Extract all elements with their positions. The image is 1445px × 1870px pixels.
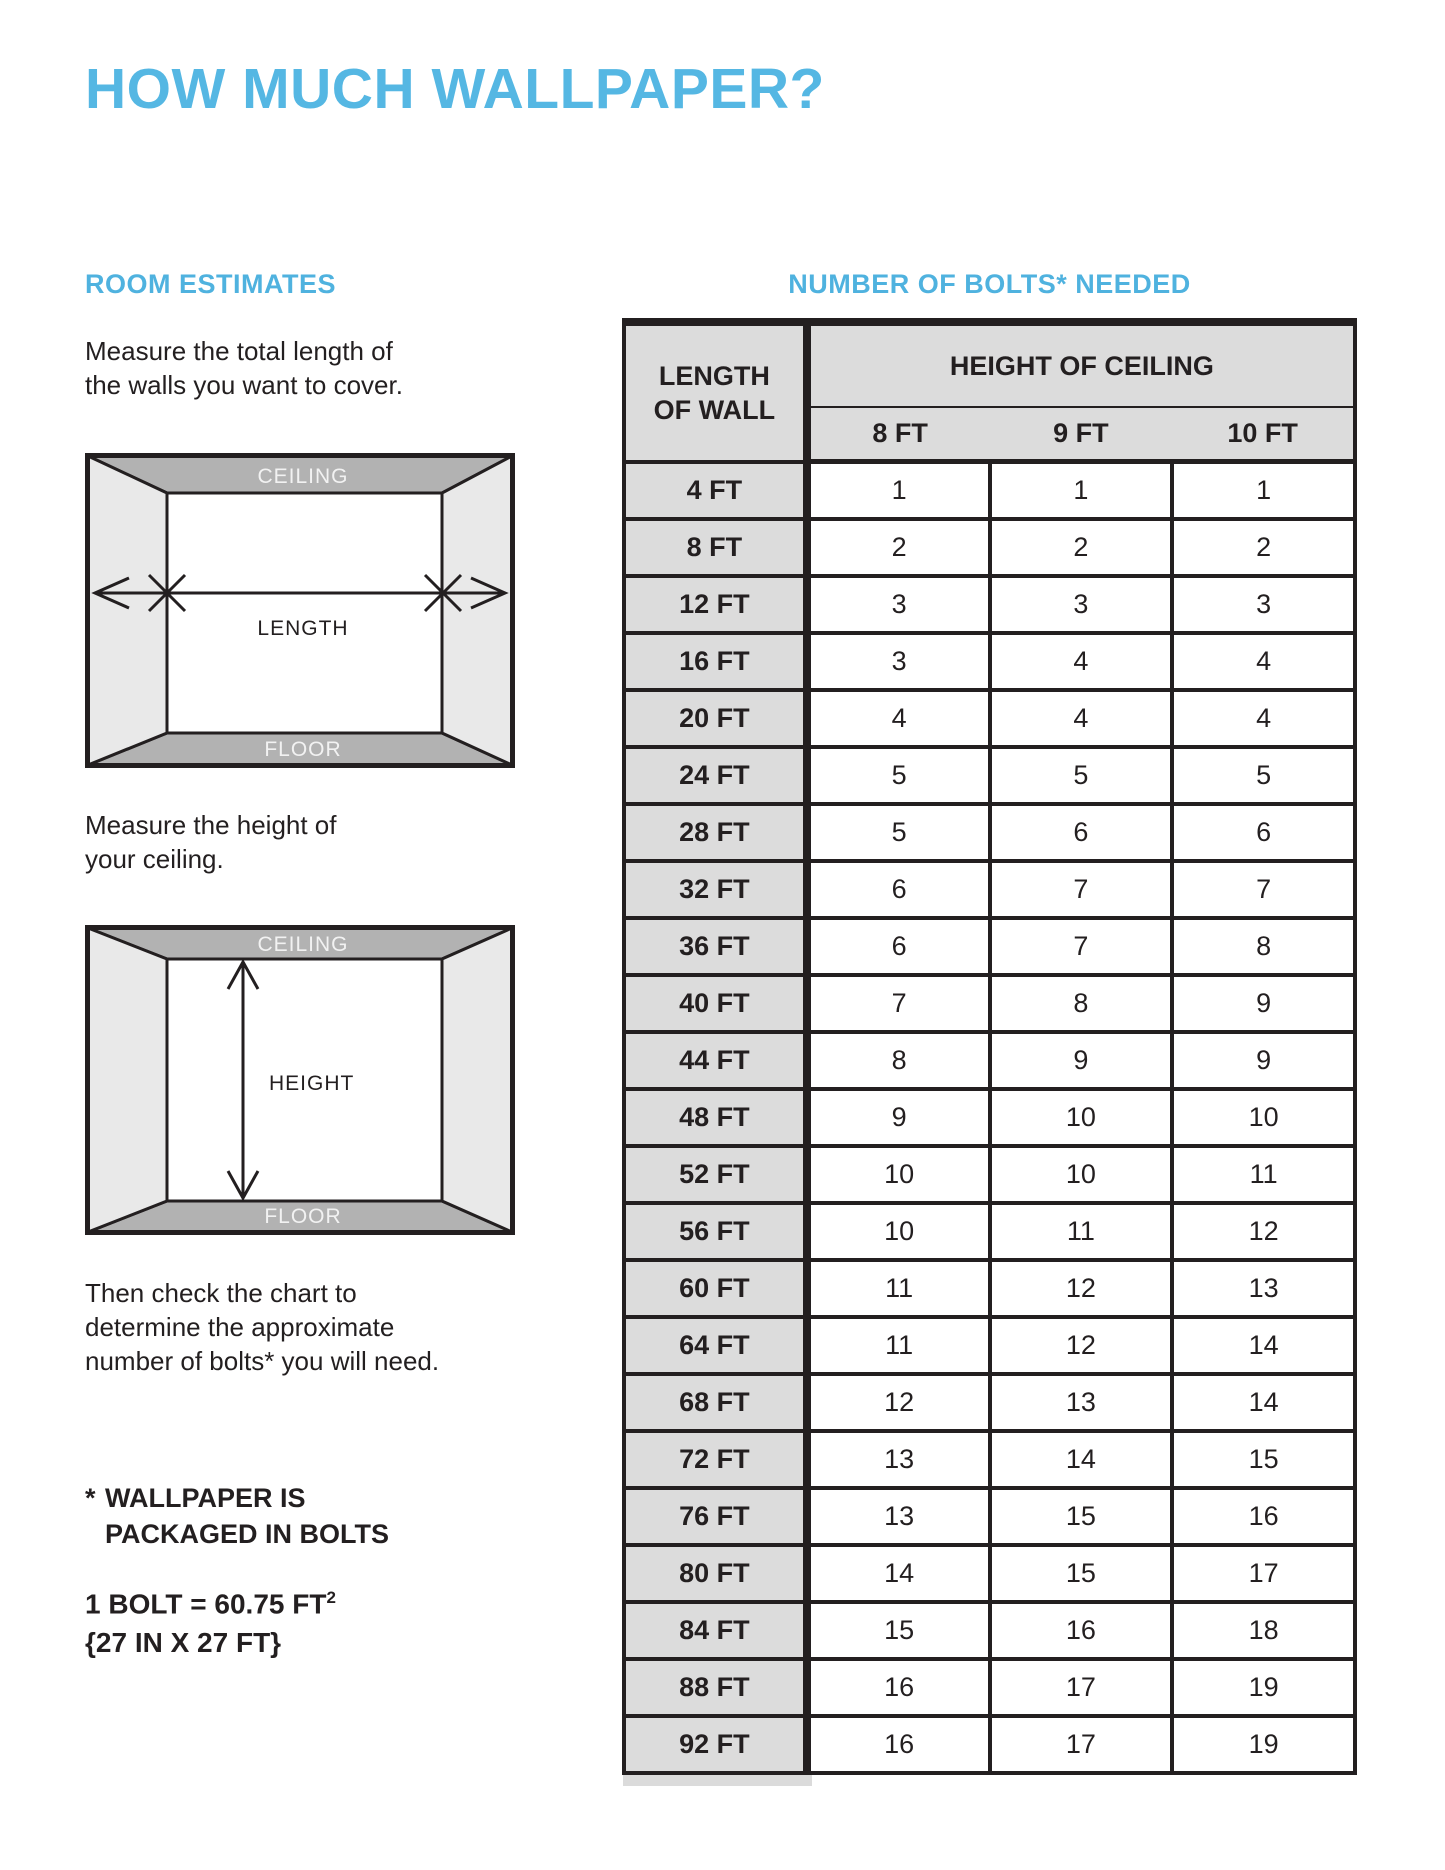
table-row <box>624 1203 1355 1260</box>
table-row <box>624 747 1355 804</box>
table-row <box>624 1716 1355 1773</box>
bolt-count-cell: 11 <box>807 1260 990 1317</box>
wall-length-cell: 40 FT <box>624 975 807 1032</box>
table-row <box>624 519 1355 576</box>
bolt-table-body <box>624 462 1355 1774</box>
height-label: HEIGHT <box>269 1072 355 1095</box>
bolt-count-cell: 3 <box>807 633 990 690</box>
bolt-count-cell: 19 <box>1172 1716 1355 1773</box>
right-wall <box>442 928 512 1232</box>
bolt-count-cell: 15 <box>1172 1431 1355 1488</box>
bolt-count-cell: 12 <box>1172 1203 1355 1260</box>
left-wall <box>88 456 167 765</box>
wall-length-cell: 64 FT <box>624 1317 807 1374</box>
table-row <box>624 690 1355 747</box>
bolt-count-cell: 6 <box>807 918 990 975</box>
bolt-count-cell: 10 <box>1172 1089 1355 1146</box>
bolt-count-cell: 8 <box>1172 918 1355 975</box>
bolt-count-cell: 19 <box>1172 1659 1355 1716</box>
step3-line1: Then check the chart to <box>85 1278 357 1308</box>
footnote-line1-text: WALLPAPER IS <box>105 1483 306 1513</box>
step2-line1: Measure the height of <box>85 810 337 840</box>
bolt-equation <box>85 1578 336 1623</box>
bolt-count-cell: 7 <box>990 918 1173 975</box>
bolt-count-cell: 15 <box>990 1488 1173 1545</box>
length-label: LENGTH <box>257 617 349 640</box>
col-header-9ft: 9 FT <box>990 407 1173 462</box>
length-of-wall-line1: LENGTH <box>658 360 770 391</box>
wall-length-cell: 28 FT <box>624 804 807 861</box>
bolt-count-cell: 1 <box>807 462 990 520</box>
length-of-wall-header <box>624 322 807 462</box>
bolt-count-cell: 17 <box>1172 1545 1355 1602</box>
wall-length-cell: 12 FT <box>624 576 807 633</box>
room-length-diagram <box>85 453 515 768</box>
footnote-line1 <box>85 1480 389 1516</box>
bolt-count-cell: 15 <box>807 1602 990 1659</box>
wall-length-cell: 48 FT <box>624 1089 807 1146</box>
bolt-count-cell: 6 <box>990 804 1173 861</box>
bolt-count-cell: 4 <box>807 690 990 747</box>
table-row <box>624 1374 1355 1431</box>
table-row <box>624 1602 1355 1659</box>
wall-length-cell: 36 FT <box>624 918 807 975</box>
bolt-count-cell: 18 <box>1172 1602 1355 1659</box>
bolt-count-cell: 9 <box>1172 1032 1355 1089</box>
table-row <box>624 1089 1355 1146</box>
bolt-count-cell: 17 <box>990 1716 1173 1773</box>
bolt-equation-exponent: 2 <box>326 1588 336 1607</box>
room-estimates-heading: ROOM ESTIMATES <box>85 269 337 299</box>
bolt-size-note <box>85 1578 336 1662</box>
table-row <box>624 1488 1355 1545</box>
ceiling-label: CEILING <box>257 465 349 488</box>
table-row <box>624 576 1355 633</box>
bolt-count-cell: 5 <box>990 747 1173 804</box>
wall-length-cell: 72 FT <box>624 1431 807 1488</box>
bolt-count-cell: 9 <box>1172 975 1355 1032</box>
bolt-count-cell: 13 <box>807 1431 990 1488</box>
wall-length-cell: 84 FT <box>624 1602 807 1659</box>
bolt-count-cell: 12 <box>990 1317 1173 1374</box>
bolt-count-cell: 13 <box>807 1488 990 1545</box>
bolt-count-cell: 6 <box>807 861 990 918</box>
table-row <box>624 633 1355 690</box>
bolt-count-cell: 1 <box>1172 462 1355 520</box>
bolt-count-cell: 15 <box>990 1545 1173 1602</box>
wall-length-cell: 32 FT <box>624 861 807 918</box>
table-row <box>624 918 1355 975</box>
bolt-count-cell: 16 <box>1172 1488 1355 1545</box>
wall-length-cell: 60 FT <box>624 1260 807 1317</box>
bolt-count-cell: 7 <box>807 975 990 1032</box>
bolt-count-cell: 10 <box>807 1203 990 1260</box>
right-wall <box>442 456 512 765</box>
table-row <box>624 1260 1355 1317</box>
step3-instruction <box>85 1276 439 1378</box>
bolt-count-cell: 2 <box>807 519 990 576</box>
page-title: HOW MUCH WALLPAPER? <box>85 57 825 121</box>
bolt-count-cell: 16 <box>990 1602 1173 1659</box>
table-row <box>624 804 1355 861</box>
bolt-count-cell: 7 <box>990 861 1173 918</box>
bolt-count-cell: 12 <box>807 1374 990 1431</box>
bolt-count-cell: 10 <box>807 1146 990 1203</box>
wall-length-cell: 52 FT <box>624 1146 807 1203</box>
bolt-count-cell: 13 <box>990 1374 1173 1431</box>
table-row <box>624 1431 1355 1488</box>
bolt-count-cell: 13 <box>1172 1260 1355 1317</box>
bolt-count-cell: 6 <box>1172 804 1355 861</box>
ceiling-label: CEILING <box>257 933 349 956</box>
table-row <box>624 462 1355 520</box>
bolt-count-cell: 11 <box>807 1317 990 1374</box>
bolt-count-cell: 9 <box>990 1032 1173 1089</box>
back-wall <box>167 493 442 733</box>
length-of-wall-line2: OF WALL <box>653 394 776 425</box>
bolt-count-cell: 14 <box>807 1545 990 1602</box>
bolt-count-cell: 12 <box>990 1260 1173 1317</box>
table-row <box>624 861 1355 918</box>
wall-length-cell: 44 FT <box>624 1032 807 1089</box>
table-row <box>624 1545 1355 1602</box>
bolt-count-cell: 8 <box>807 1032 990 1089</box>
floor-label: FLOOR <box>264 738 342 761</box>
wall-length-cell: 20 FT <box>624 690 807 747</box>
bolt-count-cell: 16 <box>807 1659 990 1716</box>
bolt-count-cell: 14 <box>1172 1374 1355 1431</box>
bolt-count-cell: 4 <box>990 633 1173 690</box>
bolt-count-cell: 16 <box>807 1716 990 1773</box>
left-wall <box>88 928 167 1232</box>
asterisk: * <box>85 1483 96 1513</box>
bolt-count-cell: 3 <box>807 576 990 633</box>
bolt-count-cell: 3 <box>990 576 1173 633</box>
step3-line2: determine the approximate <box>85 1312 395 1342</box>
bolt-count-cell: 3 <box>1172 576 1355 633</box>
table-row <box>624 1032 1355 1089</box>
step3-line3: number of bolts* you will need. <box>85 1346 440 1376</box>
bolts-needed-heading: NUMBER OF BOLTS* NEEDED <box>788 269 1191 299</box>
bolt-count-cell: 1 <box>990 462 1173 520</box>
wall-length-cell: 76 FT <box>624 1488 807 1545</box>
table-row <box>624 1146 1355 1203</box>
bolt-count-cell: 14 <box>990 1431 1173 1488</box>
wall-length-cell: 24 FT <box>624 747 807 804</box>
table-row <box>624 975 1355 1032</box>
bolt-count-cell: 4 <box>1172 690 1355 747</box>
height-of-ceiling-header: HEIGHT OF CEILING <box>807 322 1355 407</box>
bolt-count-cell: 10 <box>990 1146 1173 1203</box>
bolt-table <box>622 318 1357 1775</box>
col-header-8ft: 8 FT <box>807 407 990 462</box>
wall-length-cell: 92 FT <box>624 1716 807 1773</box>
wallpaper-bolts-footnote <box>85 1480 389 1552</box>
wall-length-cell: 8 FT <box>624 519 807 576</box>
bolt-dimensions: {27 IN X 27 FT} <box>85 1627 282 1659</box>
bolt-count-cell: 4 <box>1172 633 1355 690</box>
bolt-count-cell: 5 <box>807 747 990 804</box>
step2-line2: your ceiling. <box>85 844 224 874</box>
bolt-count-cell: 5 <box>807 804 990 861</box>
wall-length-cell: 88 FT <box>624 1659 807 1716</box>
wall-length-cell: 4 FT <box>624 462 807 520</box>
bolt-equation-text: 1 BOLT = 60.75 FT <box>85 1588 327 1620</box>
step2-instruction <box>85 808 337 876</box>
bolt-count-cell: 8 <box>990 975 1173 1032</box>
bolt-count-cell: 2 <box>1172 519 1355 576</box>
bolt-count-cell: 14 <box>1172 1317 1355 1374</box>
bolt-count-cell: 4 <box>990 690 1173 747</box>
footnote-line2: PACKAGED IN BOLTS <box>105 1519 390 1549</box>
bolt-count-cell: 11 <box>1172 1146 1355 1203</box>
bolt-count-cell: 9 <box>807 1089 990 1146</box>
bolt-count-cell: 2 <box>990 519 1173 576</box>
table-row <box>624 1317 1355 1374</box>
table-header-row-1 <box>624 322 1355 407</box>
col-header-10ft: 10 FT <box>1172 407 1355 462</box>
bolt-count-cell: 5 <box>1172 747 1355 804</box>
step1-line1: Measure the total length of <box>85 336 393 366</box>
room-height-diagram <box>85 925 515 1235</box>
wall-length-cell: 80 FT <box>624 1545 807 1602</box>
wall-length-cell: 68 FT <box>624 1374 807 1431</box>
bolt-count-cell: 7 <box>1172 861 1355 918</box>
step1-line2: the walls you want to cover. <box>85 370 403 400</box>
table-row <box>624 1659 1355 1716</box>
bolt-count-cell: 10 <box>990 1089 1173 1146</box>
wall-length-cell: 56 FT <box>624 1203 807 1260</box>
floor-label: FLOOR <box>264 1205 342 1228</box>
step1-instruction <box>85 334 403 402</box>
bolt-count-cell: 17 <box>990 1659 1173 1716</box>
bolt-count-cell: 11 <box>990 1203 1173 1260</box>
wall-length-cell: 16 FT <box>624 633 807 690</box>
